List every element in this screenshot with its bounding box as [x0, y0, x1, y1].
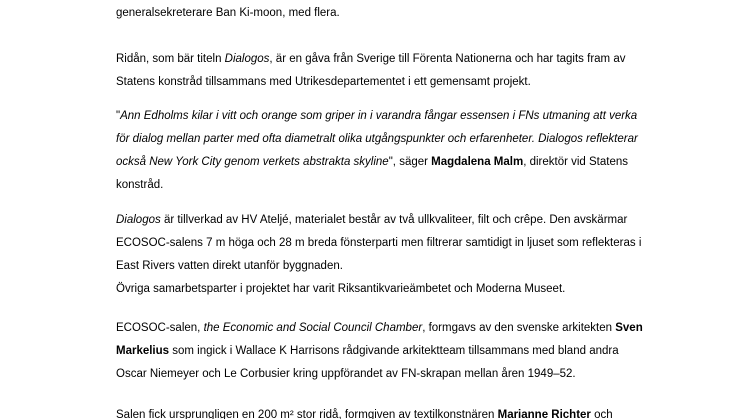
paragraph-gift	[116, 48, 656, 94]
text-run: , är en gåva från Sverige till Förenta Nationerna och har tagits fram av	[269, 53, 626, 65]
text-run: ECOSOC-salen,	[116, 322, 204, 334]
text-line	[116, 48, 656, 71]
text-line: Oscar Niemeyer och Le Corbusier kring uppförandet av FN-skrapan mellan åren 1949–52.	[116, 368, 576, 380]
text-line	[116, 340, 656, 363]
artwork-title: Dialogos	[116, 214, 161, 226]
text-line: generalsekreterare Ban Ki-moon, med flera.	[116, 7, 340, 19]
text-line: East Rivers vatten direkt utanför byggnaden.	[116, 260, 343, 272]
text-line	[116, 209, 656, 232]
text-run: som ingick i Wallace K Harrisons rådgivande arkitektteam tillsammans med bland andra	[169, 345, 619, 357]
text-line: Statens konstråd tillsammans med Utrikesdepartementet i ett gemensamt projekt.	[116, 76, 531, 88]
artwork-title: Dialogos	[224, 53, 270, 65]
text-line: konstråd.	[116, 179, 164, 191]
paragraph-material	[116, 209, 656, 301]
person-name: Marianne Richter	[497, 409, 591, 419]
text-run: ", säger	[388, 156, 432, 168]
text-line: ECOSOC-salens 7 m höga och 28 m breda fönsterparti men filtrerar samtidigt in ljuset som reflekteras i	[116, 237, 642, 249]
text-line	[116, 128, 656, 151]
text-line	[116, 151, 656, 174]
quote-text: också New York City genom verkets abstrakta skyline	[116, 156, 389, 168]
text-run: och	[590, 409, 613, 419]
text-run: Salen fick ursprungligen en 200 m² stor ridå, formgiven av textilkonstnären	[116, 409, 498, 419]
person-name: Magdalena Malm	[431, 156, 524, 168]
text-line: Övriga samarbetsparter i projektet har varit Riksantikvarieämbetet och Moderna Museet.	[116, 283, 566, 295]
paragraph-ecosoc	[116, 317, 656, 386]
text-run: , direktör vid Statens	[523, 156, 629, 168]
quote-text: Ann Edholms kilar i vitt och orange som griper in i varandra fångar essensen i FNs utmaning att verka	[120, 110, 638, 122]
paragraph-quote	[116, 105, 656, 197]
person-name: Markelius	[116, 345, 170, 357]
paragraph-history	[116, 404, 656, 419]
text-line	[116, 105, 656, 128]
text-run: Ridån, som bär titeln	[116, 53, 225, 65]
quote-mark: "	[116, 110, 121, 122]
text-line	[116, 317, 656, 340]
paragraph-intro-tail	[116, 2, 656, 25]
chamber-name: the Economic and Social Council Chamber	[203, 322, 423, 334]
text-run: är tillverkad av HV Ateljé, materialet består av två ullkvaliteer, filt och crêpe. Den avskärmar	[160, 214, 628, 226]
text-run: , formgavs av den svenske arkitekten	[422, 322, 616, 334]
text-line	[116, 404, 656, 419]
person-name: Sven	[615, 322, 643, 334]
quote-text: för dialog mellan parter med ofta diametralt olika utgångspunkter och erfarenheter. Dialogos reflekterar	[116, 133, 638, 145]
